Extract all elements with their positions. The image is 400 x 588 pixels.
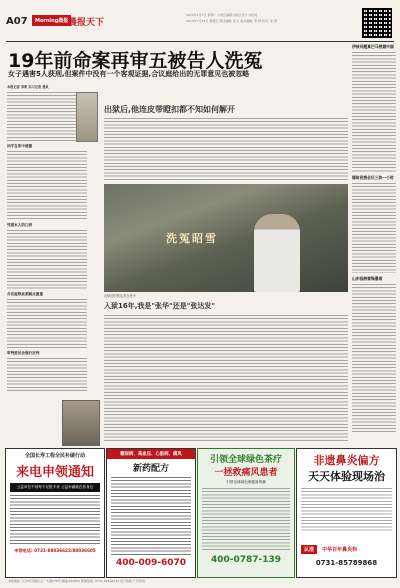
headline-title: 19年前命案再审五被告人洗冤	[8, 50, 263, 72]
ad-green-label: 引领全球绿色保健新风潮	[226, 480, 266, 484]
small-photo	[62, 400, 100, 446]
subhead-4: 审判委员会强行定判	[7, 351, 40, 355]
ad-left-top: 全国长寿工程全民补碳行动	[24, 453, 85, 459]
photo-person	[254, 214, 300, 292]
photo-caption: 出狱后的张达发在家中	[104, 294, 136, 298]
right-head-3: 山东临朐雷锋暴雨	[352, 276, 383, 281]
ad-left-sub: 公益单位不再每不足报不来 公益补碳就在你身边	[10, 483, 100, 492]
subhead-2: 凭着本人的口供	[7, 223, 33, 227]
ad-right-cta: 认准	[301, 545, 317, 554]
subhead-1: 凶手在家中被捕	[7, 144, 33, 148]
article-body-bottom	[104, 315, 348, 441]
byline: 本报记者 李爽 实习记者 龚灵	[7, 85, 49, 89]
ad-mid-sub: 新药配方	[132, 464, 169, 474]
ad-mid-phone: 400-009-6070	[115, 558, 187, 568]
ad-mid	[106, 448, 196, 578]
headline-subtitle: 女子遇害5人获刑,但案件中没有一个客观证据,合议庭给出的无罪意见也被忽略	[8, 70, 250, 78]
right-column	[352, 44, 396, 444]
header-rule	[6, 41, 394, 42]
section-title: 晨报天下	[68, 18, 105, 28]
header-info-line: 2013年1月7日 星期一 ◎责任编辑 ◎版式设计 ◎校对	[186, 13, 258, 17]
ad-right-phone: 0731-85789868	[315, 559, 378, 567]
ad-left-big: 来电申领通知	[15, 465, 94, 480]
ad-right-top: 非遗鼻炎偏方	[313, 454, 380, 467]
article-subhead: 入狱16年,我是"张华"还是"张达发"	[104, 302, 215, 310]
ad-green	[197, 448, 295, 578]
photo-sign: 洗冤昭雪	[166, 232, 218, 245]
ad-right	[296, 448, 397, 578]
right-head-2: 缅甸民族会议三块一小时	[352, 175, 394, 180]
subhead-3: 合议庭称此案疑点重重	[7, 292, 43, 296]
page-footer: 本报地址: 长沙市芙蓉区五一大道276号 邮编:410001 新闻热线: 0731-84326110 发行热线 广告热线	[8, 579, 145, 583]
ad-left-phone: 申领电话: 0731-88036622/88036605	[14, 548, 96, 553]
brand-logo: Morning晨报	[32, 15, 71, 26]
ad-green-top: 引领全球绿色茶疗	[209, 455, 282, 465]
article-body-top	[104, 118, 348, 182]
right-head-1: 伊核问题真巴马根据中国	[352, 44, 394, 49]
page-header	[6, 6, 394, 44]
ad-mid-top: 糖尿病、高血压、心脏病、痛风	[107, 449, 195, 459]
ad-green-phone: 400-0787-139	[210, 555, 282, 565]
qr-code	[362, 8, 392, 38]
page-number: A07	[6, 16, 28, 27]
article-kicker: 出狱后,他连皮带瞪扣都不知如何解开	[104, 105, 236, 114]
mugshot-photo	[76, 92, 98, 142]
ad-right-brand: 中华百年鼻炎科	[322, 547, 358, 553]
main-photo	[104, 184, 348, 292]
left-column	[7, 84, 87, 452]
ad-green-big: 一拯救痛风患者	[214, 468, 278, 478]
header-info-line-2: 2013年7月19日 星期五 责任编辑: 张力 美术编辑: 邓 桦 校对: 李 赞	[186, 19, 277, 23]
ad-left	[5, 448, 105, 578]
ad-right-big: 天天体验现场治	[308, 470, 385, 483]
